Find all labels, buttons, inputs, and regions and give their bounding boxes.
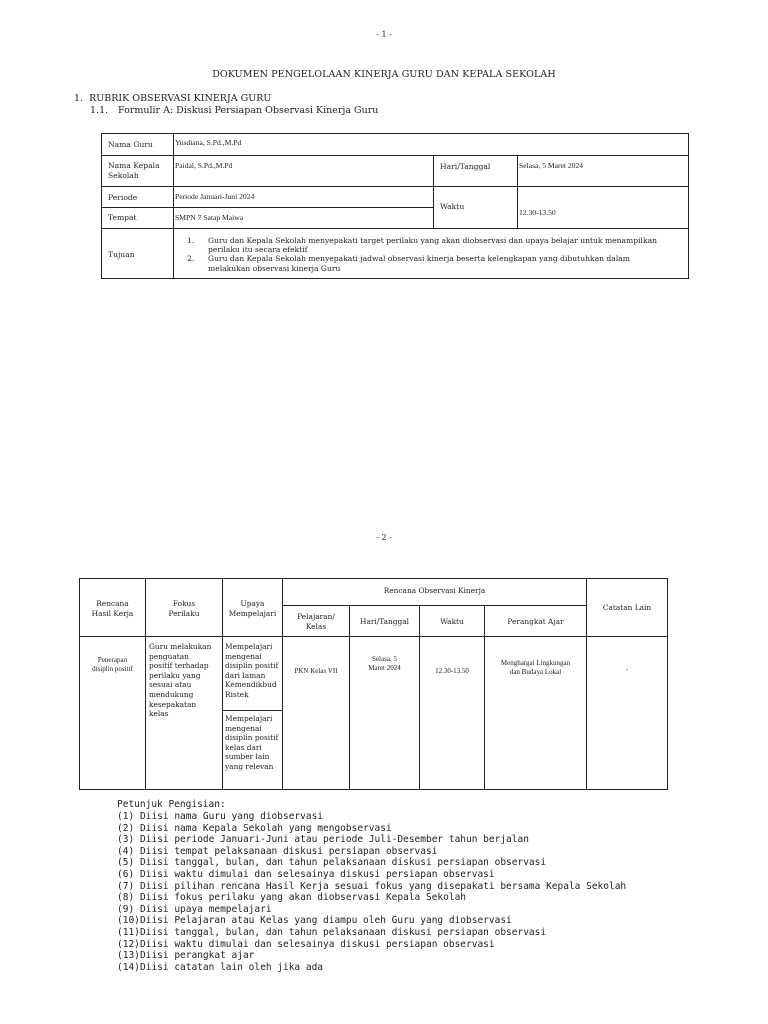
instruction-number: (9) [117,903,135,915]
nama-guru-label: Nama Guru [108,140,153,149]
cell-line: disiplin positif [225,733,279,743]
table-border [101,207,433,208]
periode-label: Periode [108,193,138,202]
header-waktu: Waktu [440,617,464,626]
waktu-label: Waktu [440,202,465,211]
cell-line: kelas dari [225,742,262,752]
cell-line: Maret 2024 [368,664,401,672]
tujuan-item-text: perilaku itu secara efektif [208,245,308,254]
instruction-item [117,881,626,893]
cell-upaya-mempelajari-2 [225,714,283,772]
page-number-1: - 1 - [376,30,392,39]
instruction-number: (1) [117,811,135,822]
instruction-item [117,892,466,904]
tempat-label: Tempat [108,213,137,222]
header-hari-tanggal: Hari/Tanggal [360,617,409,626]
table-border [282,605,586,606]
header-line: Rencana [96,599,129,608]
header-rencana-observasi: Rencana Observasi Kinerja [383,586,486,595]
instruction-text: Diisi perangkat ajar [140,950,255,962]
table-border [79,578,668,579]
table-border [222,710,282,711]
instruction-number: (3) [117,834,135,846]
tujuan-item-number: 1. [187,236,195,245]
instruction-text: Diisi nama Kepala Sekolah yang mengobservasi [140,822,392,834]
section-title: RUBRIK OBSERVASI KINERJA GURU [89,93,272,104]
instruction-text: Diisi catatan lain oleh jika ada [140,961,324,973]
cell-line: disiplin positif [225,661,279,671]
tujuan-item-number: 2. [187,254,195,263]
hari-label: Hari/Tanggal [440,162,491,171]
instruction-number: (8) [117,892,135,904]
instruction-text: Diisi tanggal, bulan, dan tahun pelaksanaan diskusi persiapan observasi [140,857,547,869]
cell-line: Kemendikbud [225,680,277,690]
header-line: Fokus [172,599,196,608]
header-line: Perilaku [168,608,200,618]
cell-line: mengenai [225,723,262,733]
cell-line: Mempelajari [225,714,273,723]
table-border [79,636,668,637]
instruction-item [117,915,512,927]
instruction-item [117,950,254,962]
subsection-heading [90,105,378,116]
cell-line: kesepakatan [149,699,197,709]
instruction-text: Diisi waktu dimulai dan selesainya diskusi persiapan observasi [140,869,495,880]
kepala-value: Paidal, S.Pd.,M.Pd [175,161,233,170]
instruction-text: Diisi fokus perilaku yang akan diobservasi Kepala Sekolah [140,892,467,904]
subsection-number: 1.1. [90,105,109,116]
instruction-item [117,834,529,846]
kepala-label-line2: Sekolah [108,171,139,180]
instruction-number: (6) [117,869,135,880]
cell-line: dari laman [225,670,266,680]
waktu-value: 12.30-13.50 [519,208,556,217]
cell-line: sesuai atau [149,680,192,690]
cell-pelajaran-kelas: PKN Kelas VII [294,667,338,675]
instruction-item [117,904,272,916]
instruction-text: Diisi periode Januari-Juni atau periode Juli-Desember tahun berjalan [140,834,529,846]
tujuan-label: Tujuan [108,250,135,259]
instruction-number: (13) [117,950,140,962]
instruction-item [117,869,495,881]
instruction-number: (2) [117,822,135,834]
table-border [688,133,689,278]
instruction-number: (7) [117,880,135,892]
cell-line: Ristek [225,689,249,699]
table-border [79,789,668,790]
cell-line: yang relevan [225,761,274,771]
instruction-item [117,962,323,974]
table-border [349,605,350,789]
instruction-item [117,857,546,869]
cell-line: perilaku yang [149,670,201,680]
cell-line: Penerapan [97,656,128,664]
cell-hari-tanggal [350,655,419,673]
tujuan-item-text: Guru dan Kepala Sekolah menyepakati target perilaku yang akan diobservasi dan upaya belajar untuk menampilkan [208,236,657,245]
cell-line: Menghargai Lingkungan [500,659,571,667]
header-pelajaran-kelas [283,612,349,631]
instruction-number: (11) [117,927,140,938]
header-line: Kelas [305,621,327,631]
instruction-item [117,939,495,951]
instruction-item [117,823,392,835]
header-fokus-perilaku [146,599,222,618]
header-line: Mempelajari [228,608,277,618]
periode-value: Periode Januari-Juni 2024 [175,192,255,201]
instruction-text: Diisi pilihan rencana Hasil Kerja sesuai fokus yang disepakati bersama Kepala Sekolah [140,880,627,892]
cell-catatan-lain: - [625,666,629,674]
cell-line: Mempelajari [225,642,273,651]
table-border [667,578,668,789]
header-line: Hasil Kerja [91,608,134,618]
cell-line: disiplin positif [92,665,133,673]
instruction-text: Diisi Pelajaran atau Kelas yang diampu oleh Guru yang diobservasi [140,915,512,927]
instruction-item [117,927,546,939]
kepala-label-line1: Nama Kepala [108,161,160,170]
table-border [101,278,689,279]
table-border [101,133,689,134]
table-border [101,155,689,156]
section-heading [74,93,271,104]
instruction-number: (10) [117,915,140,927]
instruction-item [117,846,437,858]
header-line: Upaya [240,599,265,608]
tujuan-item-text: Guru dan Kepala Sekolah menyepakati jadwal observasi kinerja beserta kelengkapan yang dibutuhkan dalam [208,254,630,263]
table-border [101,228,689,229]
cell-line: dan Budaya Lokal [509,668,562,676]
table-border [484,605,485,789]
header-catatan-lain: Catatan Lain [602,603,652,612]
cell-line: penguatan [149,651,189,661]
cell-rencana-hasil-kerja [80,656,145,674]
cell-line: kelas [149,709,169,719]
cell-line: sumber lain [225,752,270,762]
cell-line: Guru melakukan [149,642,212,651]
header-perangkat-ajar: Perangkat Ajar [507,617,564,626]
cell-upaya-mempelajari-1 [225,642,283,700]
nama-guru-value: Yusdiana, S.Pd.,M.Pd [175,138,242,147]
instruction-text: Diisi tanggal, bulan, dan tahun pelaksanaan diskusi persiapan observasi [140,927,547,938]
instruction-number: (12) [117,938,140,950]
instruction-text: Diisi upaya mempelajari [140,903,272,915]
cell-perangkat-ajar [485,659,586,677]
instruction-text: Diisi waktu dimulai dan selesainya diskusi persiapan observasi [140,938,495,950]
table-border [433,155,434,228]
table-border [101,133,102,278]
instruction-number: (4) [117,845,135,857]
instruction-number: (5) [117,857,135,869]
instructions-title: Petunjuk Pengisian: [117,799,226,810]
header-rencana-hasil-kerja [80,599,145,618]
instruction-text: Diisi nama Guru yang diobservasi [140,811,324,822]
document-title: DOKUMEN PENGELOLAAN KINERJA GURU DAN KEPALA SEKOLAH [212,69,556,80]
tujuan-item-text: melakukan observasi kinerja Guru [208,264,341,273]
cell-waktu: 12.30-13.50 [435,667,469,675]
header-line: Pelajaran/ [297,612,335,621]
table-border [419,605,420,789]
table-border [173,133,174,278]
section-number: 1. [74,93,84,104]
tempat-value: SMPN 7 Satap Maiwa [175,213,244,222]
table-border [517,155,518,228]
cell-line: positif terhadap [149,661,209,671]
cell-line: mendukung [149,689,194,699]
instruction-number: (14) [117,961,140,973]
instruction-text: Diisi tempat pelaksanaan diskusi persiapan observasi [140,845,438,857]
cell-line: mengenai [225,651,262,661]
page-number-2: - 2 - [376,533,392,542]
cell-fokus-perilaku [149,642,223,719]
table-border [101,186,689,187]
subsection-title: Formulir A: Diskusi Persiapan Observasi Kinerja Guru [118,105,379,116]
hari-value: Selasa, 5 Maret 2024 [519,161,584,170]
cell-line: Selasa, 5 [372,655,397,663]
instruction-item [117,811,323,823]
header-upaya-mempelajari [223,599,282,618]
